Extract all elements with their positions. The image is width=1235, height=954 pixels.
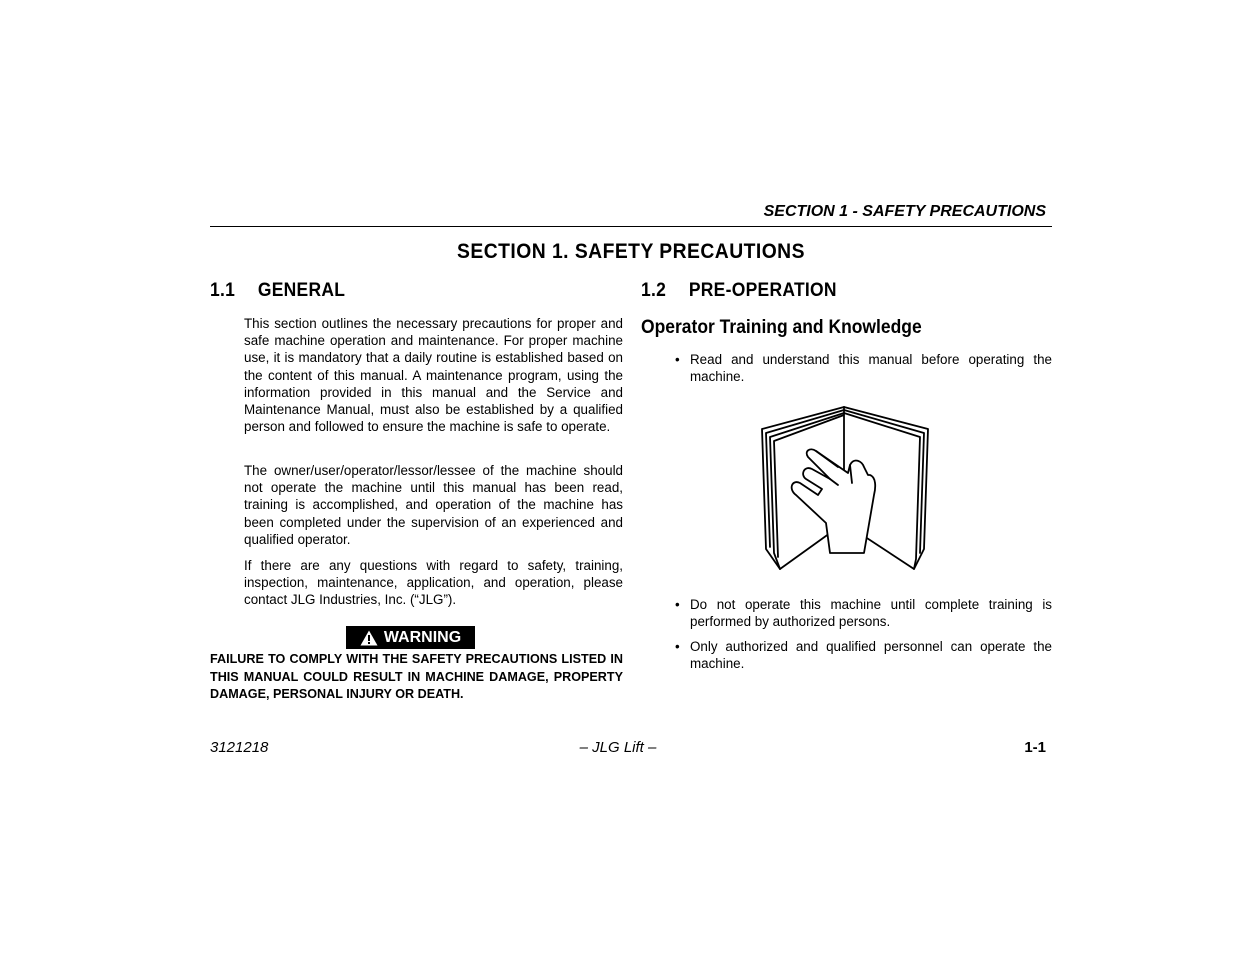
section-number: 1.2 (641, 280, 667, 301)
general-paragraph-2: The owner/user/operator/lessor/lessee of the machine should not operate the machine until this manual has been read, training is accomplished, and operation of the machine has been completed under the supervision of an experienced and qualified operator. (244, 463, 623, 547)
warning-text: FAILURE TO COMPLY WITH THE SAFETY PRECAUTIONS LISTED IN THIS MANUAL COULD RESULT IN MACHINE DAMAGE, PROPERTY DAMAGE, PERSONAL INJURY OR DEATH. (210, 652, 623, 702)
document-number: 3121218 (210, 739, 269, 756)
bullet-symbol: • (675, 639, 680, 654)
section-number: 1.1 (210, 280, 236, 301)
warning-badge (346, 626, 475, 649)
list-item-text: Only authorized and qualified personnel can operate the machine. (690, 639, 1052, 672)
footer-brand: – JLG Lift – (579, 739, 657, 756)
page-number: 1-1 (1024, 739, 1046, 756)
section-heading-general (210, 280, 345, 302)
subsection-heading: Operator Training and Knowledge (641, 317, 922, 338)
running-header: SECTION 1 - SAFETY PRECAUTIONS (763, 203, 1046, 220)
list-item (675, 596, 1052, 630)
list-item (675, 638, 1052, 672)
list-item (675, 351, 1052, 385)
section-heading-preoperation (641, 280, 837, 302)
bullet-symbol: • (675, 352, 680, 367)
header-rule (210, 226, 1052, 227)
general-paragraph-1: This section outlines the necessary precautions for proper and safe machine operation and maintenance. For proper machine use, it is mandatory that a daily routine is established based on the content of this manual. A maintenance program, using the information provided in this manual and the Service and Maintenance Manual, must also be established by a qualified person and followed to ensure the machine is safe to operate. (244, 316, 623, 435)
list-item-text: Read and understand this manual before operating the machine. (690, 352, 1052, 385)
section-title: GENERAL (257, 280, 346, 301)
hand-reading-book-icon (758, 403, 932, 573)
list-item-text: Do not operate this machine until complete training is performed by authorized persons. (690, 597, 1052, 630)
warning-label: WARNING (383, 628, 462, 646)
warning-triangle-icon (360, 630, 378, 646)
page-title: SECTION 1. SAFETY PRECAUTIONS (457, 240, 805, 263)
section-title: PRE-OPERATION (688, 280, 837, 301)
bullet-symbol: • (675, 597, 680, 612)
general-paragraph-3: If there are any questions with regard to safety, training, inspection, maintenance, application, and operation, please contact JLG Industries, Inc. (“JLG”). (244, 558, 623, 608)
